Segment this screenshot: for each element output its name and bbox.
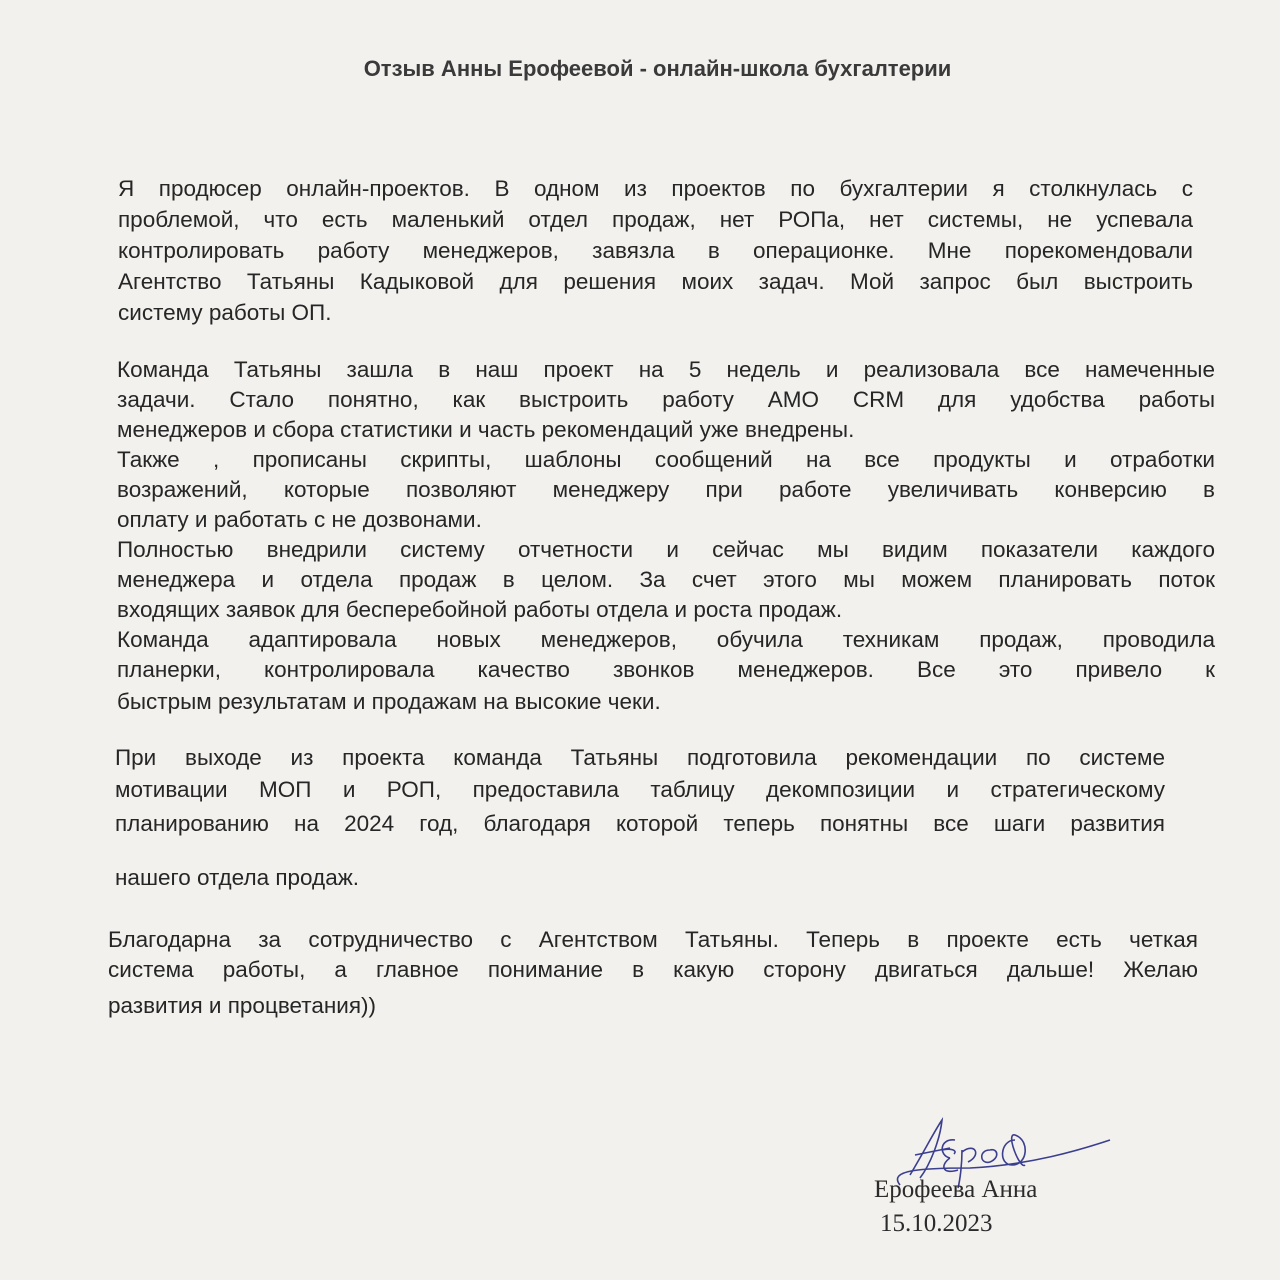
text-line: быстрым результатам и продажам на высокие чеки. — [117, 689, 661, 714]
document-title: Отзыв Анны Ерофеевой - онлайн-школа бухгалтерии — [363, 56, 952, 81]
text-line: входящих заявок для бесперебойной работы отдела и роста продаж. — [117, 597, 843, 622]
text-line: нашего отдела продаж. — [115, 865, 360, 890]
text-line: систему работы ОП. — [118, 300, 332, 325]
text-line: Команда Татьяны зашла в наш проект на 5 недель и реализовала все намеченные — [117, 357, 1215, 382]
text-line: Я продюсер онлайн-проектов. В одном из проектов по бухгалтерии я столкнулась с — [118, 176, 1193, 201]
text-line: развития и процветания)) — [108, 993, 377, 1018]
text-line: Благодарна за сотрудничество с Агентством Татьяны. Теперь в проекте есть четкая — [108, 927, 1198, 952]
text-line: мотивации МОП и РОП, предоставила таблицу декомпозиции и стратегическому — [115, 777, 1165, 802]
text-line: проблемой, что есть маленький отдел продаж, нет РОПа, нет системы, не успевала — [118, 207, 1193, 232]
text-line: менеджеров и сбора статистики и часть рекомендаций уже внедрены. — [117, 417, 855, 442]
text-line: контролировать работу менеджеров, завязла в операционке. Мне порекомендовали — [118, 238, 1193, 263]
text-line: система работы, а главное понимание в какую сторону двигаться дальше! Желаю — [108, 957, 1198, 982]
text-line: Также , прописаны скрипты, шаблоны сообщений на все продукты и отработки — [117, 447, 1215, 472]
text-line: менеджера и отдела продаж в целом. За счет этого мы можем планировать поток — [117, 567, 1215, 592]
text-line: оплату и работать с не дозвонами. — [117, 507, 482, 532]
signer-name: Ерофеева Анна — [874, 1176, 1038, 1203]
text-line: Агентство Татьяны Кадыковой для решения моих задач. Мой запрос был выстроить — [118, 269, 1193, 294]
text-line: При выходе из проекта команда Татьяны подготовила рекомендации по системе — [115, 745, 1165, 770]
text-line: возражений, которые позволяют менеджеру при работе увеличивать конверсию в — [117, 477, 1215, 502]
text-line: задачи. Стало понятно, как выстроить работу AMO CRM для удобства работы — [117, 387, 1215, 412]
text-line: Полностью внедрили систему отчетности и сейчас мы видим показатели каждого — [117, 537, 1215, 562]
text-line: Команда адаптировала новых менеджеров, обучила техникам продаж, проводила — [117, 627, 1215, 652]
signature-date: 15.10.2023 — [880, 1210, 993, 1237]
text-line: планированию на 2024 год, благодаря которой теперь понятны все шаги развития — [115, 811, 1165, 836]
text-line: планерки, контролировала качество звонков менеджеров. Все это привело к — [117, 657, 1215, 682]
